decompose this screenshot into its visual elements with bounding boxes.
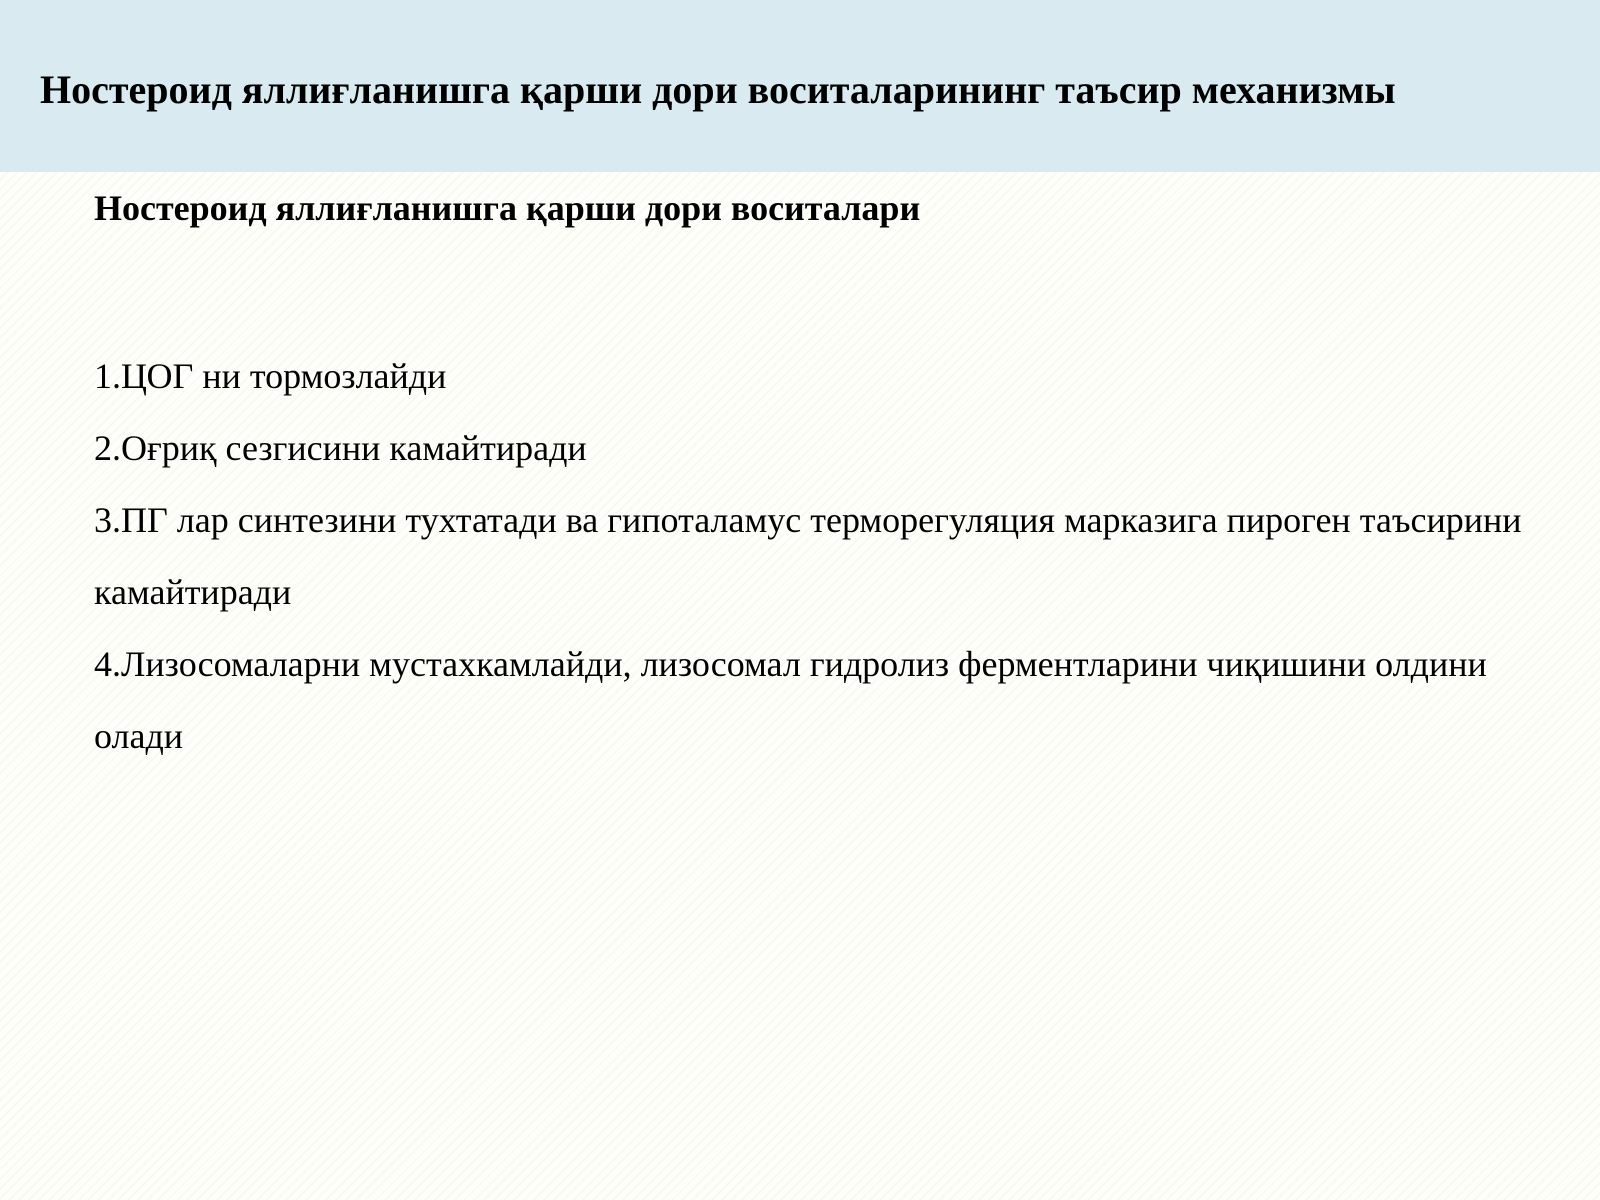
list-item-3: 3.ПГ лар синтезини тухтатади ва гипоталамус терморегуляция марказига пироген таъсирини камайтиради [94,500,1522,612]
slide-subtitle: Ностероид яллиғланишга қарши дори воситалари [94,188,921,228]
title-bar [0,0,1600,172]
list-item-4: 4.Лизосомаларни мустахкамлайди, лизосомал гидролиз ферментларини чиқишини олдини олади [94,644,1487,756]
slide-title: Ностероид яллиғланишга қарши дори воситаларининг таъсир механизмы [40,67,1396,112]
list-item-1: 1.ЦОГ ни тормозлайди [94,356,447,396]
list-item-2: 2.Оғриқ сезгисини камайтиради [94,428,587,468]
mechanism-list [94,340,1534,772]
